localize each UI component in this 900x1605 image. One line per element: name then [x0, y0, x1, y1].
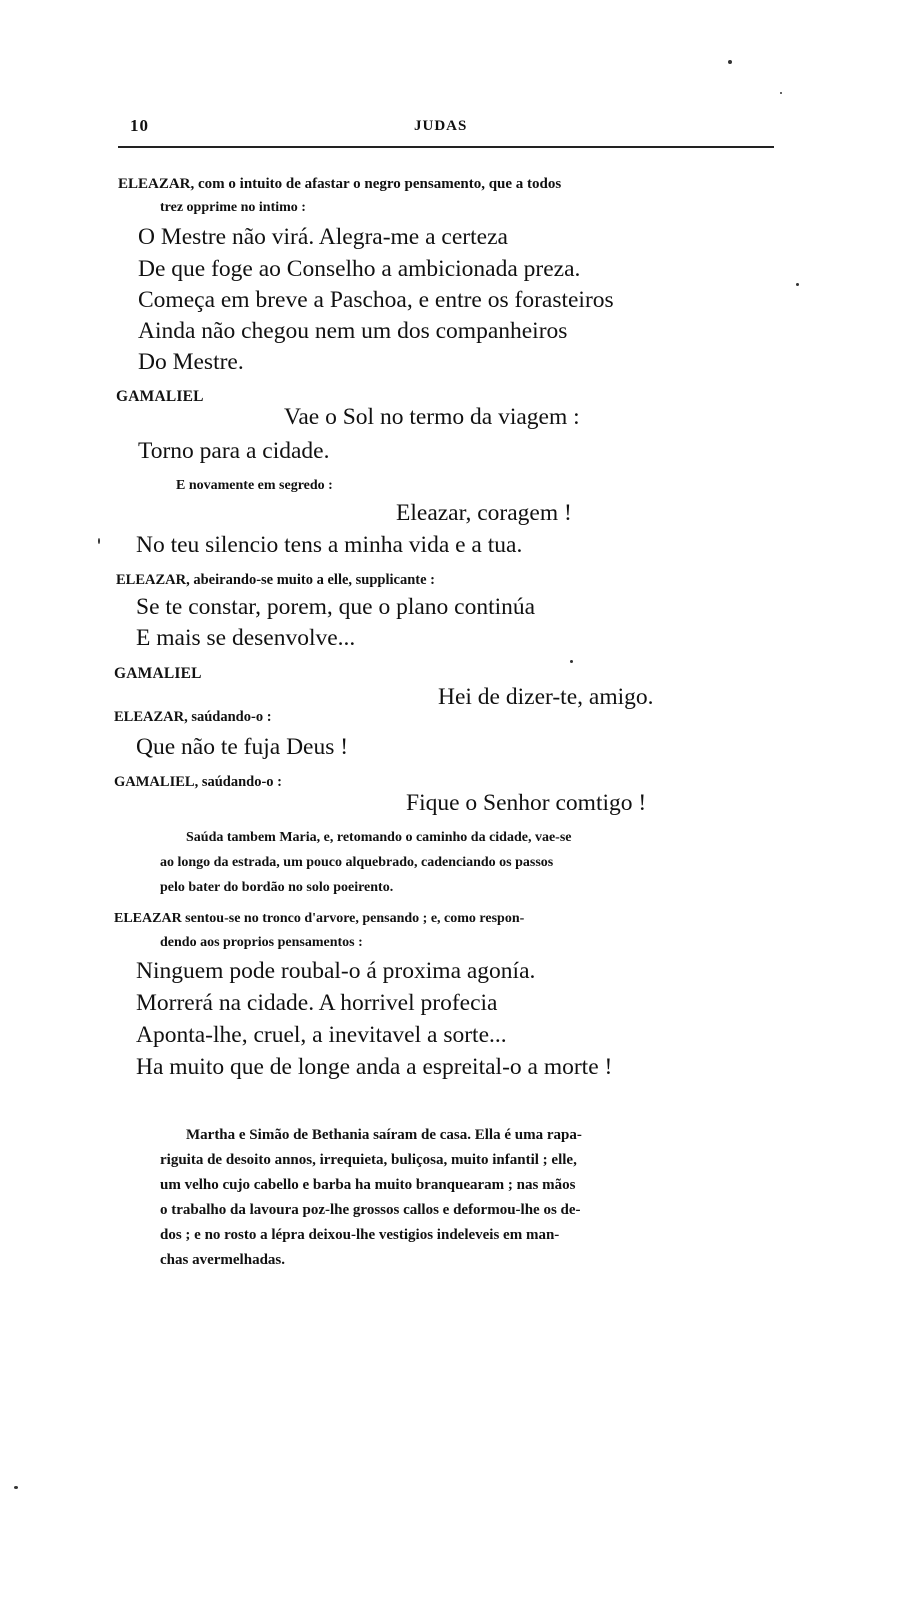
verse-line: Hei de dizer-te, amigo.: [438, 684, 654, 710]
speaker-name: GAMALIEL: [114, 665, 202, 682]
stage-direction: ELEAZAR, abeirando-se muito a elle, supplicante :: [116, 572, 436, 588]
running-title: JUDAS: [414, 118, 468, 134]
verse-line: Ainda não chegou nem um dos companheiros: [138, 318, 568, 344]
verse-line: E mais se desenvolve...: [136, 625, 356, 651]
scan-speck: [780, 92, 782, 94]
stage-direction: ELEAZAR, saúdando-o :: [114, 709, 272, 725]
verse-line: Torno para a cidade.: [138, 438, 330, 464]
verse-line: Ha muito que de longe anda a espreital-o a morte !: [136, 1054, 613, 1080]
scene-note: Martha e Simão de Bethania saíram de casa. Ella é uma rapa-: [186, 1127, 582, 1143]
verse-line: Fique o Senhor comtigo !: [406, 790, 647, 816]
stage-direction-cont: pelo bater do bordão no solo poeirento.: [160, 880, 394, 895]
running-header: [118, 116, 774, 140]
verse-line: Aponta-lhe, cruel, a inevitavel a sorte...: [136, 1022, 507, 1048]
scan-speck: [796, 283, 799, 286]
verse-line: O Mestre não virá. Alegra-me a certeza: [138, 224, 508, 250]
verse-line: Eleazar, coragem !: [396, 500, 572, 526]
scan-speck: [570, 660, 573, 663]
speaker-name: GAMALIEL: [116, 388, 204, 405]
verse-line: Vae o Sol no termo da viagem :: [284, 404, 580, 430]
stage-direction: E novamente em segredo :: [176, 478, 333, 493]
stage-direction: Saúda tambem Maria, e, retomando o caminho da cidade, vae-se: [186, 830, 572, 845]
stage-direction: GAMALIEL, saúdando-o :: [114, 774, 282, 790]
stage-direction-cont: ao longo da estrada, um pouco alquebrado, cadenciando os passos: [160, 855, 554, 870]
verse-line: De que foge ao Conselho a ambicionada preza.: [138, 256, 581, 282]
scene-note-cont: o trabalho da lavoura poz-lhe grossos callos e deformou-lhe os de-: [160, 1202, 581, 1218]
stage-direction: ELEAZAR, com o intuito de afastar o negro pensamento, que a todos: [118, 176, 562, 192]
page-number: 10: [130, 116, 149, 135]
scene-note-cont: um velho cujo cabello e barba ha muito branquearam ; nas mãos: [160, 1177, 576, 1193]
verse-line: No teu silencio tens a minha vida e a tua.: [136, 532, 523, 558]
verse-line: Que não te fuja Deus !: [136, 734, 349, 760]
verse-line: Ninguem pode roubal-o á proxima agonía.: [136, 958, 536, 984]
header-rule: [118, 146, 774, 148]
scan-speck: [14, 1486, 18, 1489]
verse-line: Morrerá na cidade. A horrivel profecia: [136, 990, 498, 1016]
scene-note-cont: dos ; e no rosto a lépra deixou-lhe vestigios indeleveis em man-: [160, 1227, 560, 1243]
scan-speck: [98, 538, 100, 544]
verse-line: Começa em breve a Paschoa, e entre os forasteiros: [138, 287, 614, 313]
stage-direction-cont: dendo aos proprios pensamentos :: [160, 935, 363, 950]
stage-direction: ELEAZAR sentou-se no tronco d'arvore, pensando ; e, como respon-: [114, 911, 525, 926]
scan-speck: [728, 60, 732, 64]
scene-note-cont: riguita de desoito annos, irrequieta, buliçosa, muito infantil ; elle,: [160, 1152, 577, 1168]
stage-direction-cont: trez opprime no intimo :: [160, 200, 306, 215]
verse-line: Do Mestre.: [138, 349, 244, 375]
verse-line: Se te constar, porem, que o plano continúa: [136, 594, 536, 620]
scene-note-cont: chas avermelhadas.: [160, 1252, 285, 1268]
